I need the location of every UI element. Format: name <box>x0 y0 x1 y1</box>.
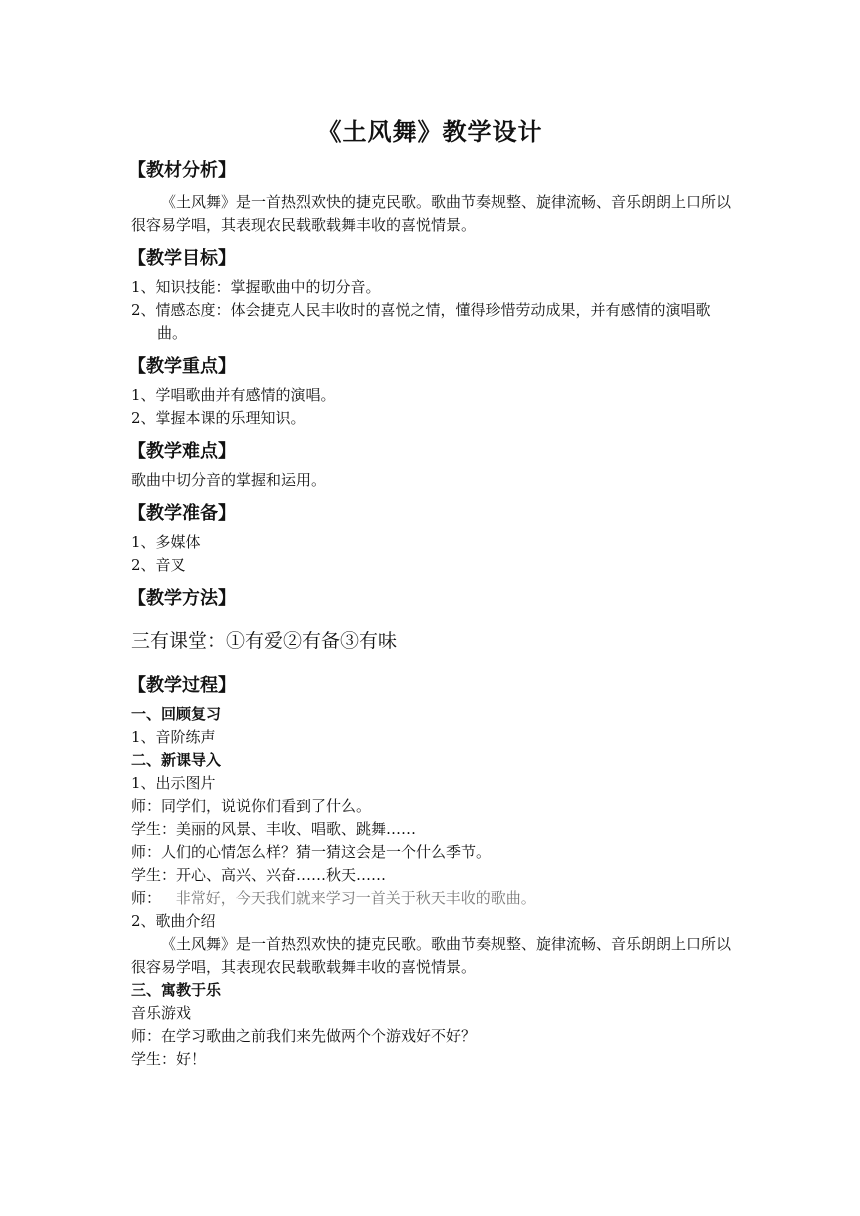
dialogue-line: 师：同学们，说说你们看到了什么。 <box>131 797 372 815</box>
heading-difficulty: 【教学难点】 <box>128 441 236 462</box>
dialogue-line <box>131 887 731 910</box>
analysis-text: 《土风舞》是一首热烈欢快的捷克民歌。歌曲节奏规整、旋律流畅、音乐朗朗上口所以很容易学唱，其表现农民载歌载舞丰收的喜悦情景。 <box>131 193 732 234</box>
song-intro-text: 《土风舞》是一首热烈欢快的捷克民歌。歌曲节奏规整、旋律流畅、音乐朗朗上口所以很容易学唱，其表现农民载歌载舞丰收的喜悦情景。 <box>131 935 732 976</box>
prep-item: 2、音叉 <box>131 556 186 574</box>
heading-analysis: 【教材分析】 <box>128 160 236 181</box>
process-part-3: 三、寓教于乐 <box>131 981 222 999</box>
process-item: 1、出示图片 <box>131 774 216 792</box>
dialogue-line: 师：在学习歌曲之前我们来先做两个个游戏好不好？ <box>131 1027 477 1045</box>
dialogue-line: 师：人们的心情怎么样？猜一猜这会是一个什么季节。 <box>131 843 492 861</box>
heading-process: 【教学过程】 <box>128 675 236 696</box>
speaker-label: 师： <box>131 889 162 907</box>
document-title: 《土风舞》教学设计 <box>317 118 543 146</box>
heading-method: 【教学方法】 <box>128 588 236 609</box>
dialogue-line: 学生：美丽的风景、丰收、唱歌、跳舞…… <box>131 820 417 838</box>
dialogue-text: 非常好，今天我们就来学习一首关于秋天丰收的歌曲。 <box>175 889 536 907</box>
goal-item: 1、知识技能：掌握歌曲中的切分音。 <box>131 278 381 296</box>
heading-keypoints: 【教学重点】 <box>128 356 236 377</box>
keypoint-item: 1、学唱歌曲并有感情的演唱。 <box>131 386 336 404</box>
difficulty-text: 歌曲中切分音的掌握和运用。 <box>131 471 327 489</box>
heading-prep: 【教学准备】 <box>128 503 236 524</box>
goal-item: 2、情感态度：体会捷克人民丰收时的喜悦之情，懂得珍惜劳动成果，并有感情的演唱歌曲。 <box>131 301 711 342</box>
dialogue-line: 学生：开心、高兴、兴奋……秋天…… <box>131 866 387 884</box>
dialogue-line: 学生：好！ <box>131 1050 207 1068</box>
process-part-1: 一、回顾复习 <box>131 705 222 723</box>
keypoint-item: 2、掌握本课的乐理知识。 <box>131 409 306 427</box>
method-text: 三有课堂：①有爱②有备③有味 <box>131 630 398 652</box>
process-part-2: 二、新课导入 <box>131 751 222 769</box>
prep-item: 1、多媒体 <box>131 533 201 551</box>
process-item: 2、歌曲介绍 <box>131 912 216 930</box>
document-body <box>128 156 732 1071</box>
heading-goals: 【教学目标】 <box>128 248 236 269</box>
process-item: 1、音阶练声 <box>131 728 216 746</box>
process-item: 音乐游戏 <box>131 1004 192 1022</box>
